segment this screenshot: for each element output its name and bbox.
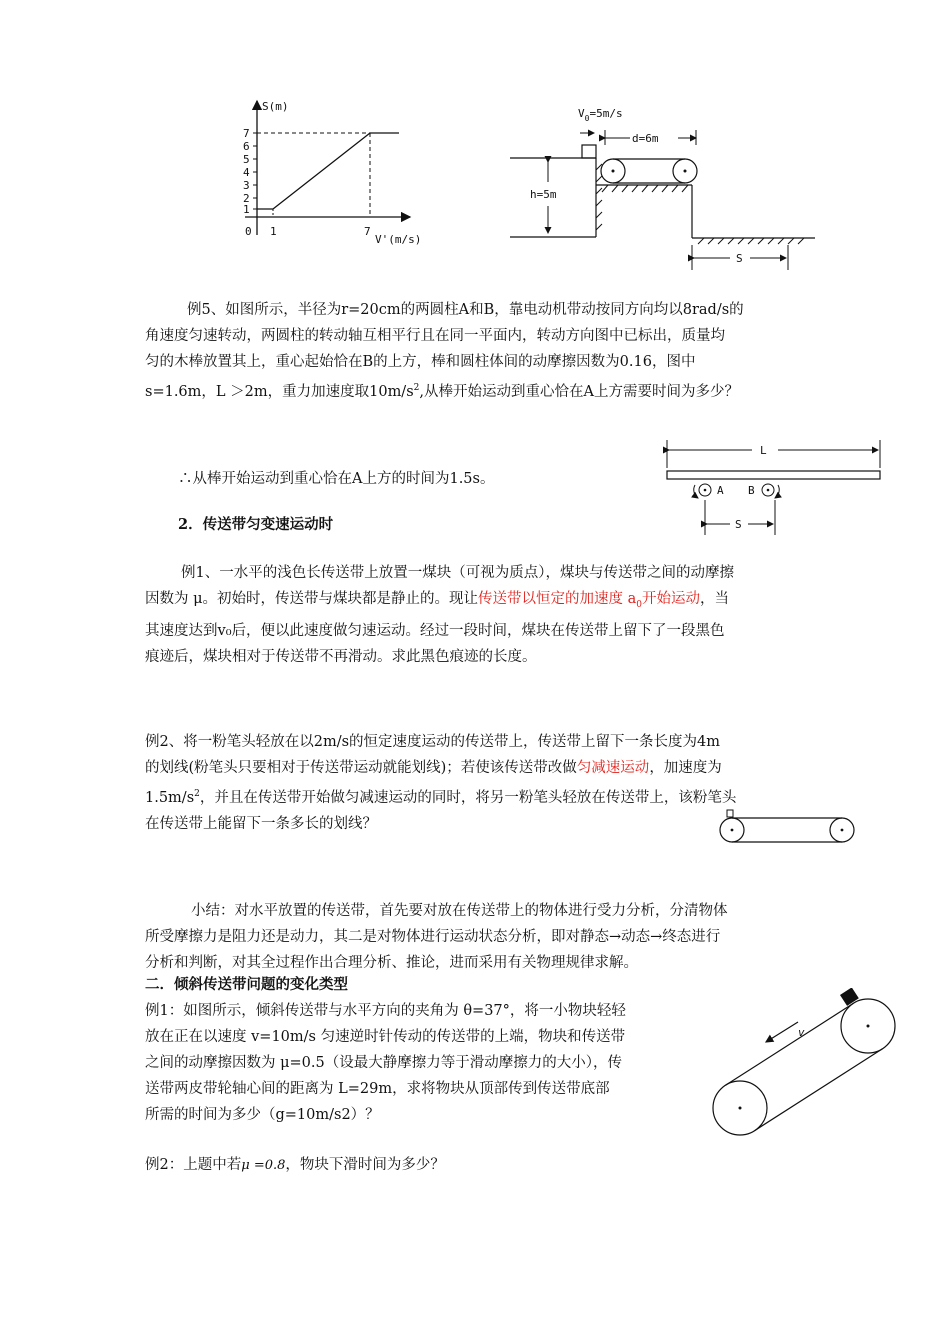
label-a: A [717,484,724,497]
mu-value: μ =0.8 [241,1158,286,1173]
s-v-curve [257,133,399,209]
y-axis-label: S(m) [262,100,289,113]
ex1-line2: 因数为 μ。初始时，传送带与煤块都是静止的。现让传送带以恒定的加速度 $a_0$开始运动，当 [145,591,730,610]
rod-cylinder-diagram [660,438,885,538]
example5-line2: 角速度匀速转动，两圆柱的转动轴互相平行且在同一平面内，转动方向图中已标出，质量均 [145,328,725,344]
label-b: B [748,484,755,497]
incline-belt-diagram [700,988,900,1138]
svg-text:1: 1 [243,203,250,216]
h-label: h=5m [530,188,557,201]
block [582,145,596,158]
incline-ex1-line3: 之间的动摩擦因数为 μ=0.5（设最大静摩擦力等于滑动摩擦力的大小），传 [145,1055,622,1071]
x-tick-1: 1 [270,225,277,238]
d-label: d=6m [632,132,659,145]
example5-line4: s=1.6m，L ＞2m，重力加速度取$10m/s^2$,从棒开始运动到重心恰在A上方需要时间为多少？ [145,383,739,400]
svg-text:7: 7 [243,127,250,140]
section2-heading: 2．传送带匀变速运动时 [178,516,334,533]
summary-line2: 所受摩擦力是阻力还是动力，其二是对物体进行运动状态分析，即对静态→动态→终态进行 [145,929,721,945]
incline-ex2: 例2：上题中若μ =0.8，物块下滑时间为多少？ [145,1157,445,1173]
summary-paragraph [145,898,815,976]
svg-text:3: 3 [243,179,250,192]
ex2-line3: $1.5m/s^2$，并且在传送带开始做匀减速运动的同时，将另一粉笔头轻放在传送带上，该粉笔头 [145,789,737,806]
ex1-paragraph [145,560,815,670]
answer5: ∴从棒开始运动到重心恰在A上方的时间为1.5s。 [178,471,495,487]
ex2-line1: 例2、将一粉笔头轻放在以2m/s的恒定速度运动的传送带上，传送带上留下一条长度为4m [145,734,720,750]
rod-s-label: S [735,518,742,531]
ex2-line2: 的划线(粉笔头只要相对于传送带运动就能划线)；若使该传送带改做匀减速运动，加速度为 [145,760,722,776]
s-v-graph [225,95,435,255]
svg-text:2: 2 [243,192,250,205]
svg-text:5: 5 [243,153,250,166]
example5-paragraph [145,297,815,405]
svg-text:6: 6 [243,140,250,153]
rod-length-label: L [760,444,767,457]
s-label: S [736,252,743,265]
velocity-label: v [798,1026,805,1039]
summary-line1: 小结：对水平放置的传送带，首先要对放在传送带上的物体进行受力分析，分清物体 [191,903,728,919]
v0-label: $V_0=5m/s$ [578,107,623,123]
x-tick-7: 7 [364,225,371,238]
incline-ex1-paragraph [145,998,695,1128]
small-belt-diagram [715,808,860,850]
incline-ex1-line1: 例1：如图所示，倾斜传送带与水平方向的夹角为 θ=37°，将一小物块轻轻 [145,1003,626,1019]
ex1-line1: 例1、一水平的浅色长传送带上放置一煤块（可视为质点），煤块与传送带之间的动摩擦 [181,565,734,581]
incline-ex1-line4: 送带两皮带轮轴心间的距离为 L=29m，求将物块从顶部传到传送带底部 [145,1081,610,1097]
x-tick-0: 0 [245,225,252,238]
example5-line1: 例5、如图所示，半径为r=20cm的两圆柱A和B，靠电动机带动按同方向均以8rad/s的 [187,302,744,318]
ex1-line4: 痕迹后，煤块相对于传送带不再滑动。求此黑色痕迹的长度。 [145,648,537,665]
rod [667,471,880,479]
svg-text:4: 4 [243,166,250,179]
belt-platform-diagram [510,100,820,275]
example5-line3: 匀的木棒放置其上，重心起始恰在B的上方，棒和圆柱体间的动摩擦因数为0.16，图中 [145,354,696,370]
ex1-line3: 其速度达到v₀后，便以此速度做匀速运动。经过一段时间，煤块在传送带上留下了一段黑色 [145,622,725,639]
y-tick-labels [243,127,250,216]
incline-ex1-line2: 放在正在以速度 v=10m/s 匀速逆时针传动的传送带的上端，物块和传送带 [145,1029,626,1045]
incline-ex1-line5: 所需的时间为多少（g=10m/s2）？ [145,1107,380,1123]
x-axis-label: V'(m/s) [375,233,422,246]
ex2-line4: 在传送带上能留下一条多长的划线？ [145,815,377,832]
summary-line3: 分析和判断，对其全过程作出合理分析、推论，进而采用有关物理规律求解。 [145,955,638,971]
chalk-piece [727,810,733,817]
incline-section-heading: 二．倾斜传送带问题的变化类型 [145,976,348,993]
